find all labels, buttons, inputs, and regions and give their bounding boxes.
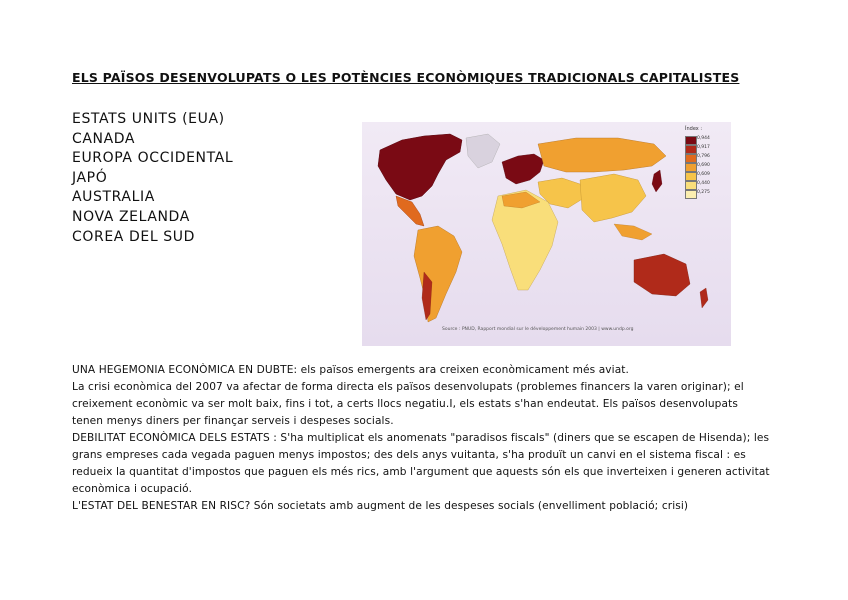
legend-swatch: [685, 163, 697, 172]
list-item: NOVA ZELANDA: [72, 208, 190, 225]
list-item: JAPÓ: [72, 169, 108, 186]
legend-value: 0,609: [697, 172, 710, 177]
paragraph: L'ESTAT DEL BENESTAR EN RISC? Són societats amb augment de les despeses socials (envelliment població; crisi): [72, 500, 689, 512]
legend-swatch: [685, 145, 697, 154]
list-item: ESTATS UNITS (EUA): [72, 111, 225, 127]
map-legend: [647, 126, 727, 226]
paragraph: DEBILITAT ECONÒMICA DELS ESTATS : S'ha multiplicat els anomenats "paradisos fiscals" (diners que se escapen de Hisenda); les grans empreses cada vegada paguen menys impostos; des dels anys vuitanta, s'ha produït un canvi en el sistema fiscal : es redueix la quantitat d'impostos que paguen els més rics, amb l'argument que aquests són els que inverteixen i generen activitat econòmica i ocupació.: [72, 432, 770, 495]
list-item: CANADA: [72, 130, 136, 147]
list-item: AUSTRALIA: [72, 189, 155, 206]
legend-swatch: [685, 181, 697, 190]
legend-value: 0,440: [697, 181, 710, 186]
legend-title: Índex :: [685, 126, 703, 132]
list-item: EUROPA OCCIDENTAL: [72, 150, 234, 167]
legend-swatch: [685, 172, 697, 181]
page-title: ELS PAÏSOS DESENVOLUPATS O LES POTÈNCIES ECONÒMIQUES TRADICIONALS CAPITALISTES: [72, 70, 740, 85]
legend-value: 0,944: [697, 136, 710, 141]
legend-value: 0,690: [697, 163, 710, 168]
paragraph: UNA HEGEMONIA ECONÒMICA EN DUBTE: els països emergents ara creixen econòmicament més aviat.: [72, 364, 630, 376]
legend-value: 0,796: [697, 154, 710, 159]
body-text: [72, 362, 772, 515]
legend-value: 0,917: [697, 145, 710, 150]
country-list: [72, 110, 233, 247]
legend-swatch: [685, 154, 697, 163]
list-item: COREA DEL SUD: [72, 228, 195, 245]
map-source: Source : PNUD, Rapport mondial sur le développement humain 2003 | www.undp.org: [442, 327, 634, 332]
paragraph: La crisi econòmica del 2007 va afectar de forma directa els països desenvolupats (problemes financers la varen originar); el creixement econòmic va ser molt baix, fins i tot, a certs llocs negatiu.I, els estats s'han endeutat. Els països desenvolupats tenen menys diners per finançar serveis i despeses socials.: [72, 381, 744, 427]
legend-swatch: [685, 190, 697, 199]
legend-value: 0,275: [697, 190, 710, 195]
world-development-map: [362, 122, 731, 346]
legend-swatch: [685, 136, 697, 145]
